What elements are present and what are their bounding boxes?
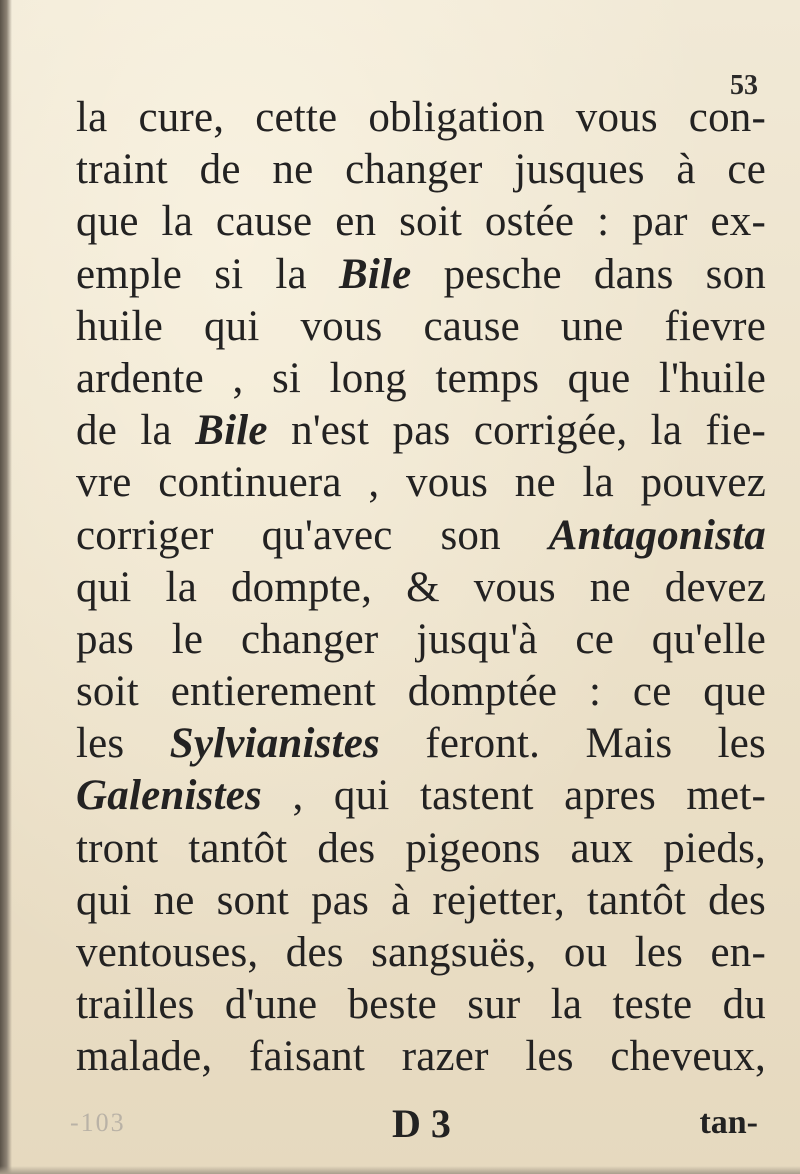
text-segment: qui ne sont pas à rejetter, tantôt des bbox=[76, 876, 766, 924]
text-line bbox=[76, 979, 766, 1031]
text-line bbox=[76, 301, 766, 353]
page-number: 53 bbox=[730, 70, 758, 101]
text-segment: tront tantôt des pigeons aux pieds, bbox=[76, 824, 766, 872]
text-line bbox=[76, 1031, 766, 1083]
text-segment: trailles d'une beste sur la teste du bbox=[76, 981, 766, 1029]
text-line bbox=[76, 927, 766, 979]
text-segment: pesche dans son bbox=[411, 250, 766, 298]
text-segment: n'est pas corrigée, la fie- bbox=[267, 407, 766, 455]
italic-term: Antagonista bbox=[548, 511, 766, 559]
text-segment: ardente , si long temps que l'huile bbox=[76, 354, 766, 402]
text-segment: la cure, cette obligation vous con- bbox=[76, 94, 766, 141]
text-segment: les bbox=[76, 720, 170, 768]
text-line bbox=[76, 249, 766, 301]
text-segment: soit entierement domptée : ce que bbox=[76, 668, 766, 716]
text-segment: de la bbox=[76, 407, 196, 455]
page-binding-edge bbox=[0, 0, 12, 1174]
text-line bbox=[76, 718, 766, 770]
text-line bbox=[76, 144, 766, 196]
text-line bbox=[76, 614, 766, 666]
text-line bbox=[76, 770, 766, 822]
bleed-through-text: -103 bbox=[70, 1108, 126, 1137]
text-segment: ventouses, des sangsuës, ou les en- bbox=[76, 929, 766, 976]
text-line bbox=[76, 457, 766, 509]
text-segment: traint de ne changer jusques à ce bbox=[76, 146, 766, 194]
catchword: tan- bbox=[699, 1104, 758, 1141]
text-line bbox=[76, 823, 766, 875]
text-segment: qui la dompte, & vous ne devez bbox=[76, 563, 766, 611]
text-line bbox=[76, 562, 766, 614]
signature-mark: D 3 bbox=[392, 1101, 451, 1146]
text-segment: feront. Mais les bbox=[379, 720, 766, 768]
text-line bbox=[76, 510, 766, 562]
page-bottom-edge bbox=[0, 1166, 800, 1174]
text-segment: vre continuera , vous ne la pouvez bbox=[76, 459, 766, 507]
text-line bbox=[76, 666, 766, 718]
italic-term: Bile bbox=[195, 407, 268, 455]
text-segment: huile qui vous cause une fievre bbox=[76, 302, 766, 350]
text-segment: , qui tastent apres met- bbox=[261, 772, 766, 820]
italic-term: Bile bbox=[338, 250, 412, 298]
text-segment: malade, faisant razer les cheveux, bbox=[76, 1033, 766, 1081]
text-line bbox=[76, 875, 766, 927]
text-line bbox=[76, 353, 766, 405]
text-segment: corriger qu'avec son bbox=[76, 511, 549, 559]
text-segment: que la cause en soit ostée : par ex- bbox=[76, 198, 766, 246]
text-segment: pas le changer jusqu'à ce qu'elle bbox=[76, 615, 766, 663]
italic-term: Galenistes bbox=[76, 772, 262, 820]
body-text bbox=[76, 92, 766, 1084]
text-line bbox=[76, 92, 766, 144]
page-footer bbox=[0, 1100, 800, 1150]
text-segment: emple si la bbox=[76, 250, 339, 298]
text-line bbox=[76, 405, 766, 457]
italic-term: Sylvianistes bbox=[169, 720, 380, 768]
text-line bbox=[76, 196, 766, 248]
